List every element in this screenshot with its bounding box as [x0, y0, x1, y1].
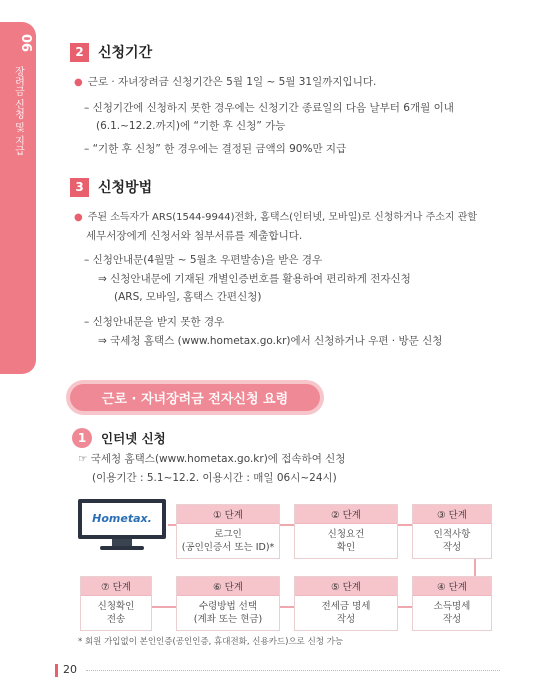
- step-3-subtext: 작성: [442, 542, 462, 553]
- step-5-head: ⑤ 단계: [295, 577, 397, 596]
- page-number: 20: [63, 663, 77, 676]
- chapter-title: 장려금 신청 및 지급: [12, 66, 24, 156]
- section-2-header: [70, 42, 152, 62]
- step-1-box: [176, 504, 280, 559]
- step-7-text: 신청확인: [97, 601, 135, 612]
- internet-line-2: (이용기간 : 5.1~12.2. 이용시간 : 매일 06시~24시): [92, 472, 337, 484]
- section-3-line-6: – 신청안내문을 받지 못한 경우: [84, 316, 225, 328]
- step-1-subtext: (공인인증서 또는 ID)*: [181, 542, 275, 553]
- section-3-number: 3: [70, 178, 89, 197]
- footnote: * 회원 가입없이 본인인증(공인인증, 휴대전화, 신용카드)으로 신청 가능: [78, 637, 344, 647]
- section-2-line-2: – 신청기간에 신청하지 못한 경우에는 신청기간 종료일의 다음 날부터 6개월 이내: [84, 102, 454, 114]
- step-5-text: 전세금 명세: [321, 601, 371, 612]
- step-2-subtext: 확인: [336, 542, 356, 553]
- step-6-head: ⑥ 단계: [177, 577, 279, 596]
- step-4-box: [412, 576, 492, 631]
- step-1-text: 로그인: [214, 529, 242, 540]
- section-2-line-4: – “기한 후 신청” 한 경우에는 결정된 금액의 90%만 지급: [84, 143, 347, 155]
- monitor-icon: [76, 498, 168, 558]
- step-7-head: ⑦ 단계: [81, 577, 151, 596]
- hometax-logo: Hometax.: [92, 512, 152, 525]
- internet-number: 1: [72, 428, 92, 448]
- bullet-icon: ●: [74, 77, 83, 88]
- internet-header: [72, 428, 166, 448]
- internet-line-1: ☞ 국세청 홈택스(www.hometax.go.kr)에 접속하여 신청: [78, 453, 346, 465]
- electronic-application-banner: 근로 · 자녀장려금 전자신청 요령: [70, 384, 320, 411]
- section-3-header: [70, 177, 152, 197]
- step-2-box: [294, 504, 398, 559]
- section-2-number: 2: [70, 43, 89, 62]
- step-7-subtext: 전송: [106, 614, 126, 625]
- step-4-subtext: 작성: [442, 614, 462, 625]
- step-1-head: ① 단계: [177, 505, 279, 524]
- step-4-text: 소득명세: [433, 601, 471, 612]
- section-2-line-1: ● 근로 · 자녀장려금 신청기간은 5월 1일 ~ 5월 31일까지입니다.: [74, 76, 377, 88]
- section-3-line-1: ● 주된 소득자가 ARS(1544-9944)전화, 홈택스(인터넷, 모바일)로 신청하거나 주소지 관할: [74, 212, 478, 223]
- step-2-text: 신청요건: [327, 529, 365, 540]
- section-3-title: 신청방법: [98, 180, 153, 196]
- step-5-subtext: 작성: [336, 614, 356, 625]
- step-4-head: ④ 단계: [413, 577, 491, 596]
- page-marker: [55, 664, 58, 677]
- step-3-box: [412, 504, 492, 559]
- section-3-line-5: (ARS, 모바일, 홈택스 간편신청): [114, 291, 262, 303]
- section-3-line-7: ⇒ 국세청 홈택스 (www.hometax.go.kr)에서 신청하거나 우편 · 방문 신청: [98, 335, 443, 347]
- internet-title: 인터넷 신청: [101, 431, 166, 446]
- section-3-line-2: 세무서장에게 신청서와 첨부서류를 제출합니다.: [86, 230, 303, 242]
- section-2-title: 신청기간: [98, 45, 153, 61]
- section-3-line-3: – 신청안내문(4월말 ~ 5월초 우편발송)을 받은 경우: [84, 254, 323, 266]
- step-7-box: [80, 576, 152, 631]
- chapter-number: 06: [18, 34, 33, 53]
- section-2-line-3: (6.1.~12.2.까지)에 “기한 후 신청” 가능: [96, 120, 286, 132]
- bullet-icon: ●: [74, 212, 83, 223]
- step-3-head: ③ 단계: [413, 505, 491, 524]
- step-3-text: 인적사항: [433, 529, 471, 540]
- step-6-text: 수령방법 선택: [198, 601, 258, 612]
- step-6-box: [176, 576, 280, 631]
- step-2-head: ② 단계: [295, 505, 397, 524]
- section-3-line-4: ⇒ 신청안내문에 기재된 개별인증번호를 활용하여 편리하게 전자신청: [98, 273, 411, 285]
- footer-divider: [86, 670, 500, 671]
- step-6-subtext: (계좌 또는 현금): [193, 614, 263, 625]
- step-5-box: [294, 576, 398, 631]
